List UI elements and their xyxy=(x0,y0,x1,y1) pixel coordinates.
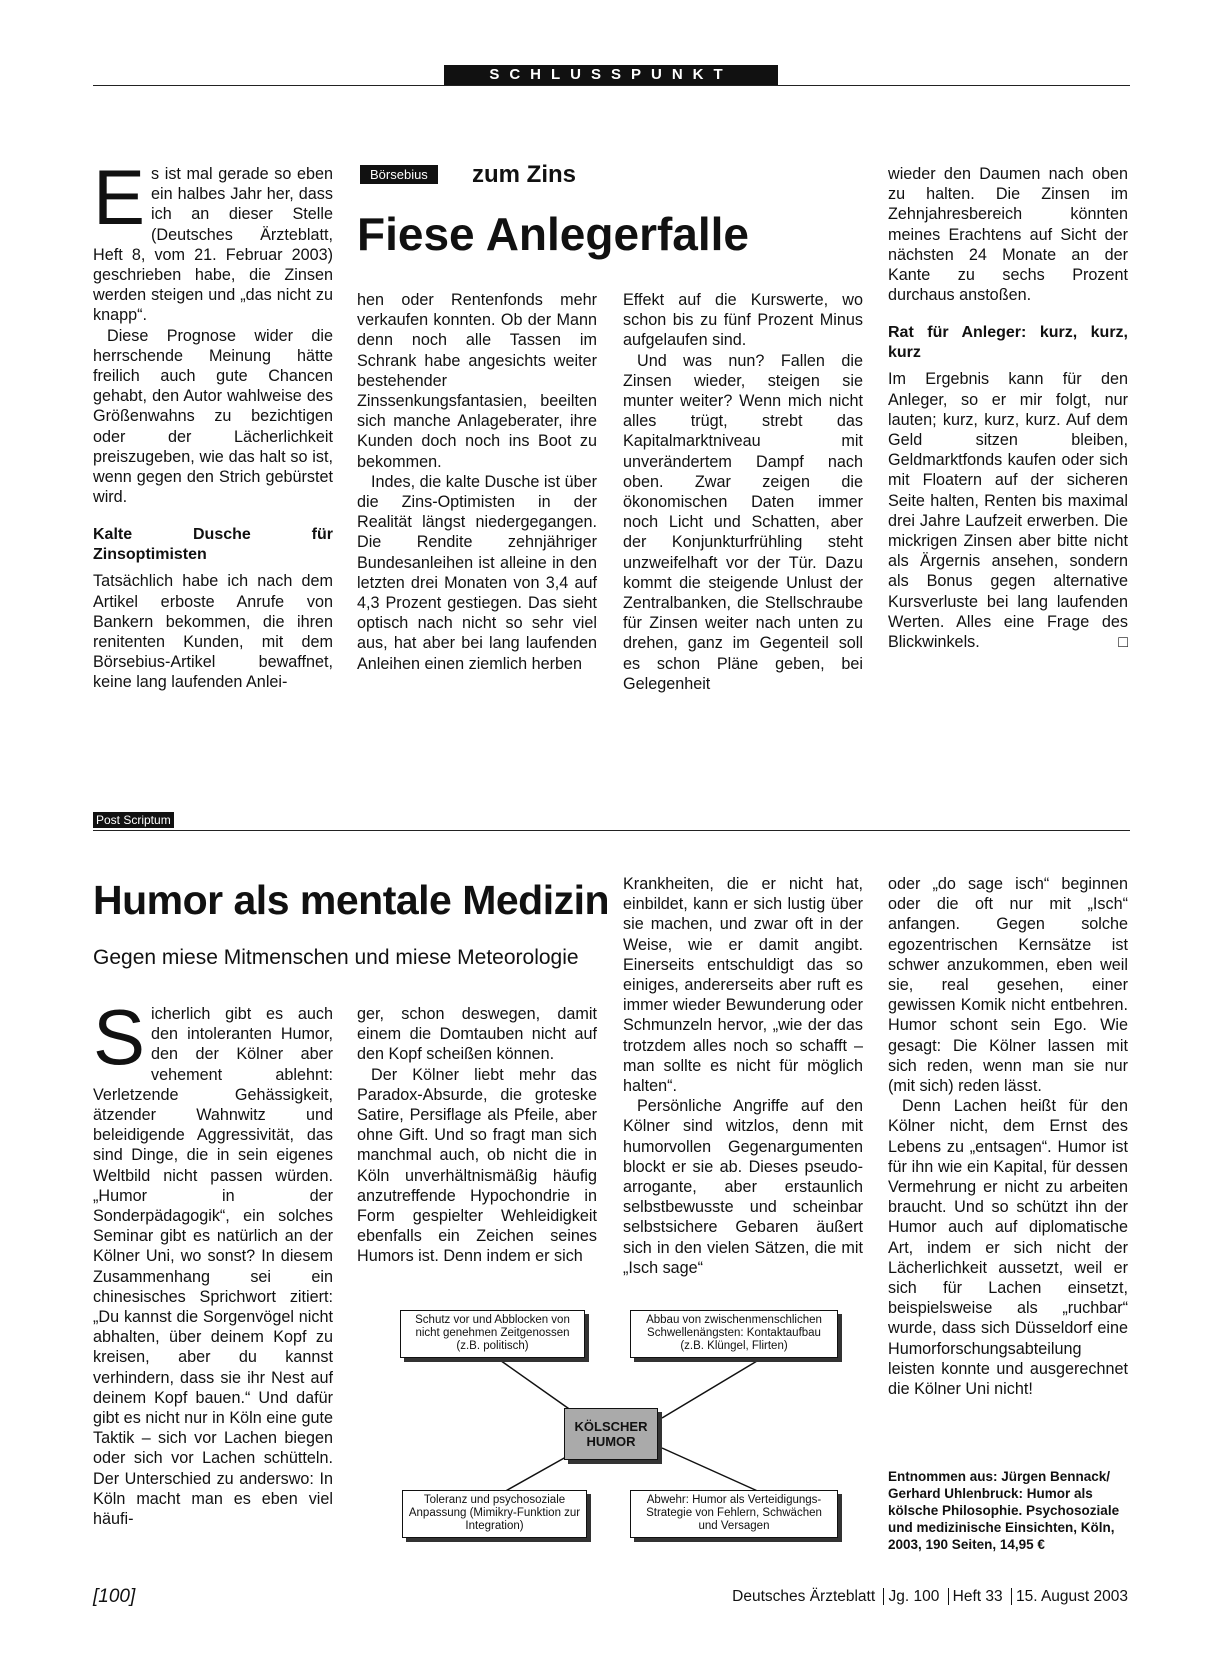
diagram-center-label: KÖLSCHER HUMOR xyxy=(574,1419,648,1449)
post-scriptum-label: Post Scriptum xyxy=(93,812,174,828)
paragraph: Diese Prognose wider die herrschende Meinung hätte freilich auch gute Chancen gehabt, den Autor wahlweise des Größenwahns zu bezichtigen oder der Lächerlichkeit preiszugeben, wie das halt so ist, wenn gegen den Strich gebürstet wird. xyxy=(93,326,333,507)
dropcap: S xyxy=(93,993,146,1081)
end-mark: □ xyxy=(1118,633,1128,652)
paragraph: Denn Lachen heißt für den Kölner nicht, dem Ernst des Lebens zu „entsagen“. Humor ist für ihn wie ein Kapital, für dessen Vermehrung er nicht zu arbeiten braucht. Und so schützt ihn der Humor auch auf diplomatische Art, indem er sich nicht der Lächerlichkeit aussetzt, weil er sich für Lachen einsetzt, beispielsweise als „ruchbar“ wurde, dass sich Düsseldorf eine Humorforschungsabteilung leisten konnte und ausgerechnet die Kölner Uni nicht! xyxy=(888,1097,1128,1399)
footer-issue: Heft 33 xyxy=(952,1588,1003,1605)
article2-column-2 xyxy=(357,1004,597,1267)
article1-column-4 xyxy=(888,164,1128,652)
section-rule xyxy=(93,830,1130,831)
section-header: SCHLUSSPUNKT xyxy=(444,65,778,85)
diagram-box-top-right: Abbau von zwischenmenschlichen Schwellenängsten: Kontaktaufbau (z.B. Klüngel, Flirten) xyxy=(630,1310,838,1358)
paragraph: Indes, die kalte Dusche ist über die Zins-Optimisten in der Realität längst niedergegangen. Die Rendite zehnjähriger Bundesanleihen ist alleine in den letzten drei Monaten von 3,4 auf 4,3 Prozent gestiegen. Das sieht optisch nach nicht so sehr viel aus, hat aber bei lang laufenden Anleihen einen ziemlich herben xyxy=(357,472,597,673)
article-kicker: zum Zins xyxy=(472,161,577,188)
article1-column-2 xyxy=(357,290,597,674)
paragraph: oder „do sage isch“ beginnen oder die oft nur mit „Isch“ anfangen. Gegen solche egozentrischen Kernsätze ist schwer anzukommen, eben weil sie, real gesehen, einer gewissen Komik nicht entbehren. Humor schont sein Ego. Wie gesagt: Die Kölner lassen mit sich reden, wenn man sie nur (mit sich) reden lässt. xyxy=(888,875,1128,1096)
subheading: Rat für Anleger: kurz, kurz, kurz xyxy=(888,324,1128,362)
diagram-center xyxy=(564,1408,658,1460)
article1-column-3 xyxy=(623,290,863,694)
paragraph: Der Kölner liebt mehr das Paradox-Absurde, die groteske Satire, Persiflage als Pfeile, aber ohne Gift. Und so fragt man sich manchmal auch, ob nicht die in Köln unverhältnismäßig häufig anzutreffende Hypochondrie in Form gespielter Wehleidigkeit ebenfalls ein Zeichen seines Humors ist. Denn indem er sich xyxy=(357,1065,597,1266)
article-subtitle: Gegen miese Mitmenschen und miese Meteorologie xyxy=(93,946,579,969)
footer-journal: Deutsches Ärzteblatt xyxy=(732,1588,876,1605)
paragraph: Effekt auf die Kurswerte, wo schon bis zu fünf Prozent Minus aufgelaufen sind. xyxy=(623,291,863,350)
page-number: [100] xyxy=(93,1586,136,1607)
paragraph: wieder den Daumen nach oben zu halten. Die Zinsen im Zehnjahresbereich könnten meines Erachtens auf Sicht der nächsten 24 Monate an der Kante zu sechs Prozent durchaus anstoßen. xyxy=(888,165,1128,305)
paragraph: s ist mal gerade so eben ein halbes Jahr her, dass ich an dieser Stelle (Deutsches Ärzteblatt, Heft 8, vom 21. Februar 2003) geschrieben habe, die Zinsen werden steigen und „das nicht zu knapp“. xyxy=(93,165,333,325)
paragraph: icherlich gibt es auch den intoleranten Humor, den der Kölner aber vehement ablehnt: Verletzende Gehässigkeit, ätzender Wahnwitz und beleidigende Aggressivität, das sind Dinge, die in sein eigenes Weltbild nicht passen würden. „Humor in der Sonderpädagogik“, ein solches Seminar gibt es natürlich an der Kölner Uni, wo sonst? In diesem Zusammenhang sei ein chinesisches Sprichwort zitiert: „Du kannst die Sorgenvögel nicht abhalten, über deinem Kopf zu kreisen, aber du kannst verhindern, dass sie ihr Nest auf deinem Kopf bauen.“ Und dafür gibt es nicht nur in Köln eine gute Taktik – sich vor Lachen biegen oder sich vor Lachen schütteln. Der Unterschied zu anderswo: In Köln macht man es eben viel häufi- xyxy=(93,1005,333,1529)
paragraph: Krankheiten, die er nicht hat, einbildet, kann er sich lustig über sie machen, und zwar oft in der Weise, wie er damit angibt. Einerseits entschuldigt das so einiges, andererseits aber ruft es immer wieder Bewunderung oder Schmunzeln hervor, „wie der das trotzdem alles noch so schafft – man sollte es nicht für möglich halten“. xyxy=(623,875,863,1096)
column-label: Börsebius xyxy=(360,165,438,184)
diagram-box-top-left: Schutz vor und Abblocken von nicht genehmen Zeitgenossen (z.B. politisch) xyxy=(400,1310,585,1358)
subheading: Kalte Dusche für Zinsoptimisten xyxy=(93,526,333,564)
article-title: Humor als mentale Medizin xyxy=(93,877,610,923)
article2-column-4 xyxy=(888,874,1128,1399)
paragraph: hen oder Rentenfonds mehr verkaufen konnten. Ob der Mann denn noch alle Tassen im Schrank habe angesichts weiter bestehender Zinssenkungsfantasien, beeilten sich manche Anlageberater, ihre Kunden doch noch ins Boot zu bekommen. xyxy=(357,291,597,471)
article2-column-3 xyxy=(623,874,863,1278)
paragraph-text: Im Ergebnis kann für den Anleger, so er mir folgt, nur lauten; kurz, kurz, kurz. Auf dem Geld sitzen bleiben, Geldmarktfonds kaufen oder sich mit Floatern auf der sicheren Seite halten, Renten bis maximal drei Jahre Laufzeit erwerben. Die mickrigen Zinsen aber bitte nicht als Ärgernis ansehen, sondern als Bonus gegen alternative Kursverluste bei lang laufenden Werten. Alles eine Frage des Blickwinkels. xyxy=(888,370,1128,652)
paragraph: Tatsächlich habe ich nach dem Artikel erboste Anrufe von Bankern bekommen, die ihren renitenten Kunden, mit dem Börsebius-Artikel bewaffnet, keine lang laufenden Anlei- xyxy=(93,572,333,692)
article-title: Fiese Anlegerfalle xyxy=(357,208,750,260)
humor-diagram xyxy=(392,1308,872,1552)
paragraph: Und was nun? Fallen die Zinsen wieder, steigen sie munter weiter? Wenn mich nicht alles trügt, strebt das Kapitalmarktniveau mit unverändertem Dampf nach oben. Zwar zeigen die ökonomischen Daten immer noch Licht und Schatten, aber der Konjunkturfrühling steht unzweifelhaft vor der Tür. Dazu kommt die steigende Unlust der Zentralbanken, die Stellschraube für Zinsen weiter nach unten zu drehen, ganz im Gegenteil soll es schon Pläne geben, bei Gelegenheit xyxy=(623,351,863,693)
footer-date: 15. August 2003 xyxy=(1015,1588,1128,1605)
footer-citation xyxy=(732,1588,1128,1606)
header-rule xyxy=(93,85,1130,86)
article1-column-1 xyxy=(93,153,333,693)
article2-column-1 xyxy=(93,993,333,1529)
diagram-box-bottom-right: Abwehr: Humor als Verteidigungs-Strategie von Fehlern, Schwächen und Versagen xyxy=(630,1490,838,1538)
paragraph xyxy=(888,369,1128,652)
paragraph: ger, schon deswegen, damit einem die Domtauben nicht auf den Kopf scheißen können. xyxy=(357,1005,597,1064)
paragraph: Persönliche Angriffe auf den Kölner sind witzlos, denn mit humorvollen Gegenargumenten blockt er sie ab. Dieses pseudo-arrogante, aber erstaunlich selbstbewusste und scheinbar selbstsichere Gebaren äußert sich in den vielen Sätzen, die mit „Isch sage“ xyxy=(623,1097,863,1277)
diagram-box-bottom-left: Toleranz und psychosoziale Anpassung (Mimikry-Funktion zur Integration) xyxy=(402,1490,587,1538)
footer-volume: Jg. 100 xyxy=(888,1588,940,1605)
source-note: Entnommen aus: Jürgen Bennack/ Gerhard Uhlenbruck: Humor als kölsche Philosophie. Psychosoziale und medizinische Einsichten, Köln, 2003, 190 Seiten, 14,95 € xyxy=(888,1469,1120,1552)
dropcap: E xyxy=(93,153,146,241)
